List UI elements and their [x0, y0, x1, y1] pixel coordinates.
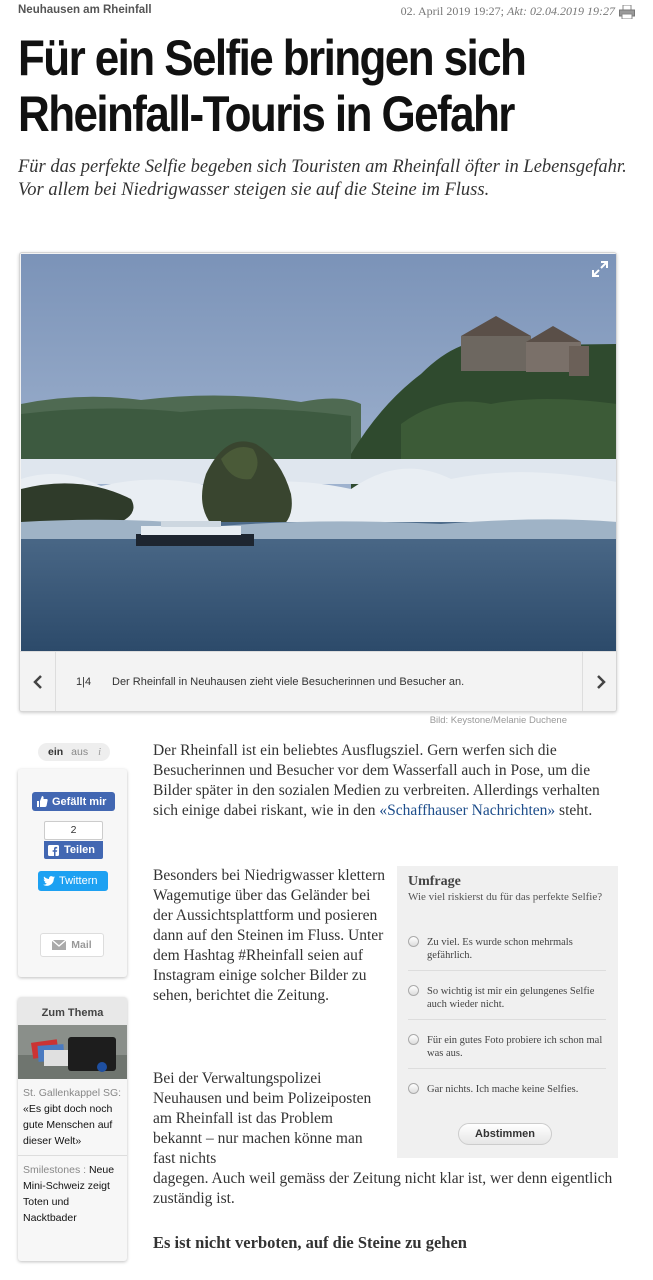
related-item[interactable]	[18, 1155, 127, 1232]
gallery-next-button[interactable]	[582, 652, 617, 712]
photo-credit: Bild: Keystone/Melanie Duchene	[429, 715, 567, 726]
poll-option-label: Gar nichts. Ich mache keine Selfies.	[427, 1084, 579, 1095]
related-box	[18, 997, 127, 1261]
related-item[interactable]	[18, 1079, 127, 1155]
facebook-like-button[interactable]	[32, 792, 115, 811]
toggle-off[interactable]: aus	[71, 746, 89, 758]
chevron-left-icon	[32, 674, 44, 690]
poll-option[interactable]	[408, 985, 606, 1011]
share-box	[18, 769, 127, 977]
related-item-text[interactable]: Neue Mini-Schweiz zeigt Toten und Nacktbader	[23, 1164, 115, 1224]
mail-button[interactable]	[40, 933, 104, 957]
related-title: Zum Thema	[18, 997, 127, 1025]
paragraph-text: Der Rheinfall ist ein beliebtes Ausflugsziel. Gern werfen sich die Besucherinnen und Besucher vor dem Wasserfall auch in Pose, um die Bilder später in den sozialen Medien zu verbreiten. Allerdings verhalten sich einige dabei riskant, wie in den	[153, 742, 600, 819]
related-item-text[interactable]: «Es gibt doch noch gute Menschen auf dieser Welt»	[23, 1103, 113, 1147]
kicker: Neuhausen am Rheinfall	[18, 4, 152, 16]
gallery-caption-bar	[20, 651, 617, 712]
paragraph-text: Bei der Verwaltungspolizei Neuhausen und beim Polizeiposten am Rheinfall ist das Problem bekannt – nur machen könne man fast nichts	[153, 1070, 372, 1167]
twitter-icon	[43, 876, 55, 886]
poll-option[interactable]	[408, 1083, 606, 1096]
poll-option-label: Für ein gutes Foto probiere ich schon mal was aus.	[427, 1035, 603, 1059]
twitter-button[interactable]	[38, 871, 108, 891]
article-subheading: Es ist nicht verboten, auf die Steine zu gehen	[153, 1233, 467, 1252]
gallery-photo[interactable]	[21, 254, 617, 652]
facebook-share-label: Teilen	[64, 844, 95, 856]
poll-option[interactable]	[408, 1034, 606, 1060]
mail-icon	[52, 940, 66, 950]
facebook-icon	[48, 845, 59, 856]
poll-option[interactable]	[408, 936, 606, 962]
social-toggle[interactable]	[38, 743, 110, 761]
publish-date: 02. April 2019 19:27;	[400, 4, 505, 18]
paragraph-text-continued: dagegen. Auch weil gemäss der Zeitung nicht klar ist, wer denn eigentlich zuständig ist.	[153, 1170, 613, 1207]
thumbs-up-icon	[37, 796, 48, 807]
poll-question: Wie viel riskierst du für das perfekte Selfie?	[408, 891, 603, 903]
info-icon[interactable]: i	[98, 746, 102, 758]
related-item-source: Smilestones :	[23, 1164, 87, 1176]
related-thumbnail[interactable]	[18, 1025, 127, 1079]
poll-option-label: Zu viel. Es wurde schon mehrmals gefährlich.	[427, 937, 573, 961]
fullscreen-icon[interactable]	[592, 261, 608, 277]
print-icon[interactable]	[619, 5, 635, 19]
facebook-share-button[interactable]	[44, 841, 103, 859]
gallery-caption: Der Rheinfall in Neuhausen zieht viele Besucherinnen und Besucher an.	[112, 676, 465, 688]
divider	[408, 970, 606, 971]
vote-button[interactable]: Abstimmen	[458, 1123, 552, 1145]
article-meta	[18, 4, 615, 20]
article-title: Für ein Selfie bringen sich Rheinfall-Touris in Gefahr	[18, 30, 526, 142]
facebook-like-label: Gefällt mir	[52, 795, 107, 808]
divider	[408, 1019, 606, 1020]
chevron-right-icon	[595, 674, 607, 690]
paragraph-text-end: steht.	[555, 802, 593, 819]
gallery-prev-button[interactable]	[20, 652, 56, 712]
divider	[408, 1068, 606, 1069]
updated-date: Akt: 02.04.2019 19:27	[507, 4, 615, 18]
poll-title: Umfrage	[408, 874, 461, 889]
related-item-source: St. Gallenkappel SG:	[23, 1087, 122, 1099]
radio-button[interactable]	[408, 1034, 419, 1045]
poll-option-label: So wichtig ist mir ein gelungenes Selfie auch wieder nicht.	[427, 986, 595, 1010]
radio-button[interactable]	[408, 985, 419, 996]
share-count: 2	[44, 821, 103, 840]
article-paragraph	[153, 741, 623, 821]
twitter-label: Twittern	[59, 875, 98, 887]
image-gallery	[19, 252, 617, 712]
radio-button[interactable]	[408, 1083, 419, 1094]
publish-dates	[401, 4, 615, 19]
article-lead: Für das perfekte Selfie begeben sich Touristen am Rheinfall öfter in Lebensgefahr. Vor allem bei Niedrigwasser steigen sie auf die Steine im Fluss.	[18, 157, 627, 200]
gallery-counter: 1|4	[76, 676, 92, 688]
source-link[interactable]: «Schaffhauser Nachrichten»	[379, 802, 556, 819]
article-paragraph: Besonders bei Niedrigwasser klettern Wagemutige über das Geländer bei der Aussichtsplattform und posieren dann auf den Steinen im Fluss. Unter dem Hashtag #Rheinfall seien auf Instagram einige solcher Bilder zu sehen, berichtet die Zeitung.	[153, 867, 386, 1004]
mail-label: Mail	[71, 939, 92, 951]
poll-widget	[397, 866, 618, 1158]
radio-button[interactable]	[408, 936, 419, 947]
toggle-on[interactable]: ein	[48, 746, 64, 758]
